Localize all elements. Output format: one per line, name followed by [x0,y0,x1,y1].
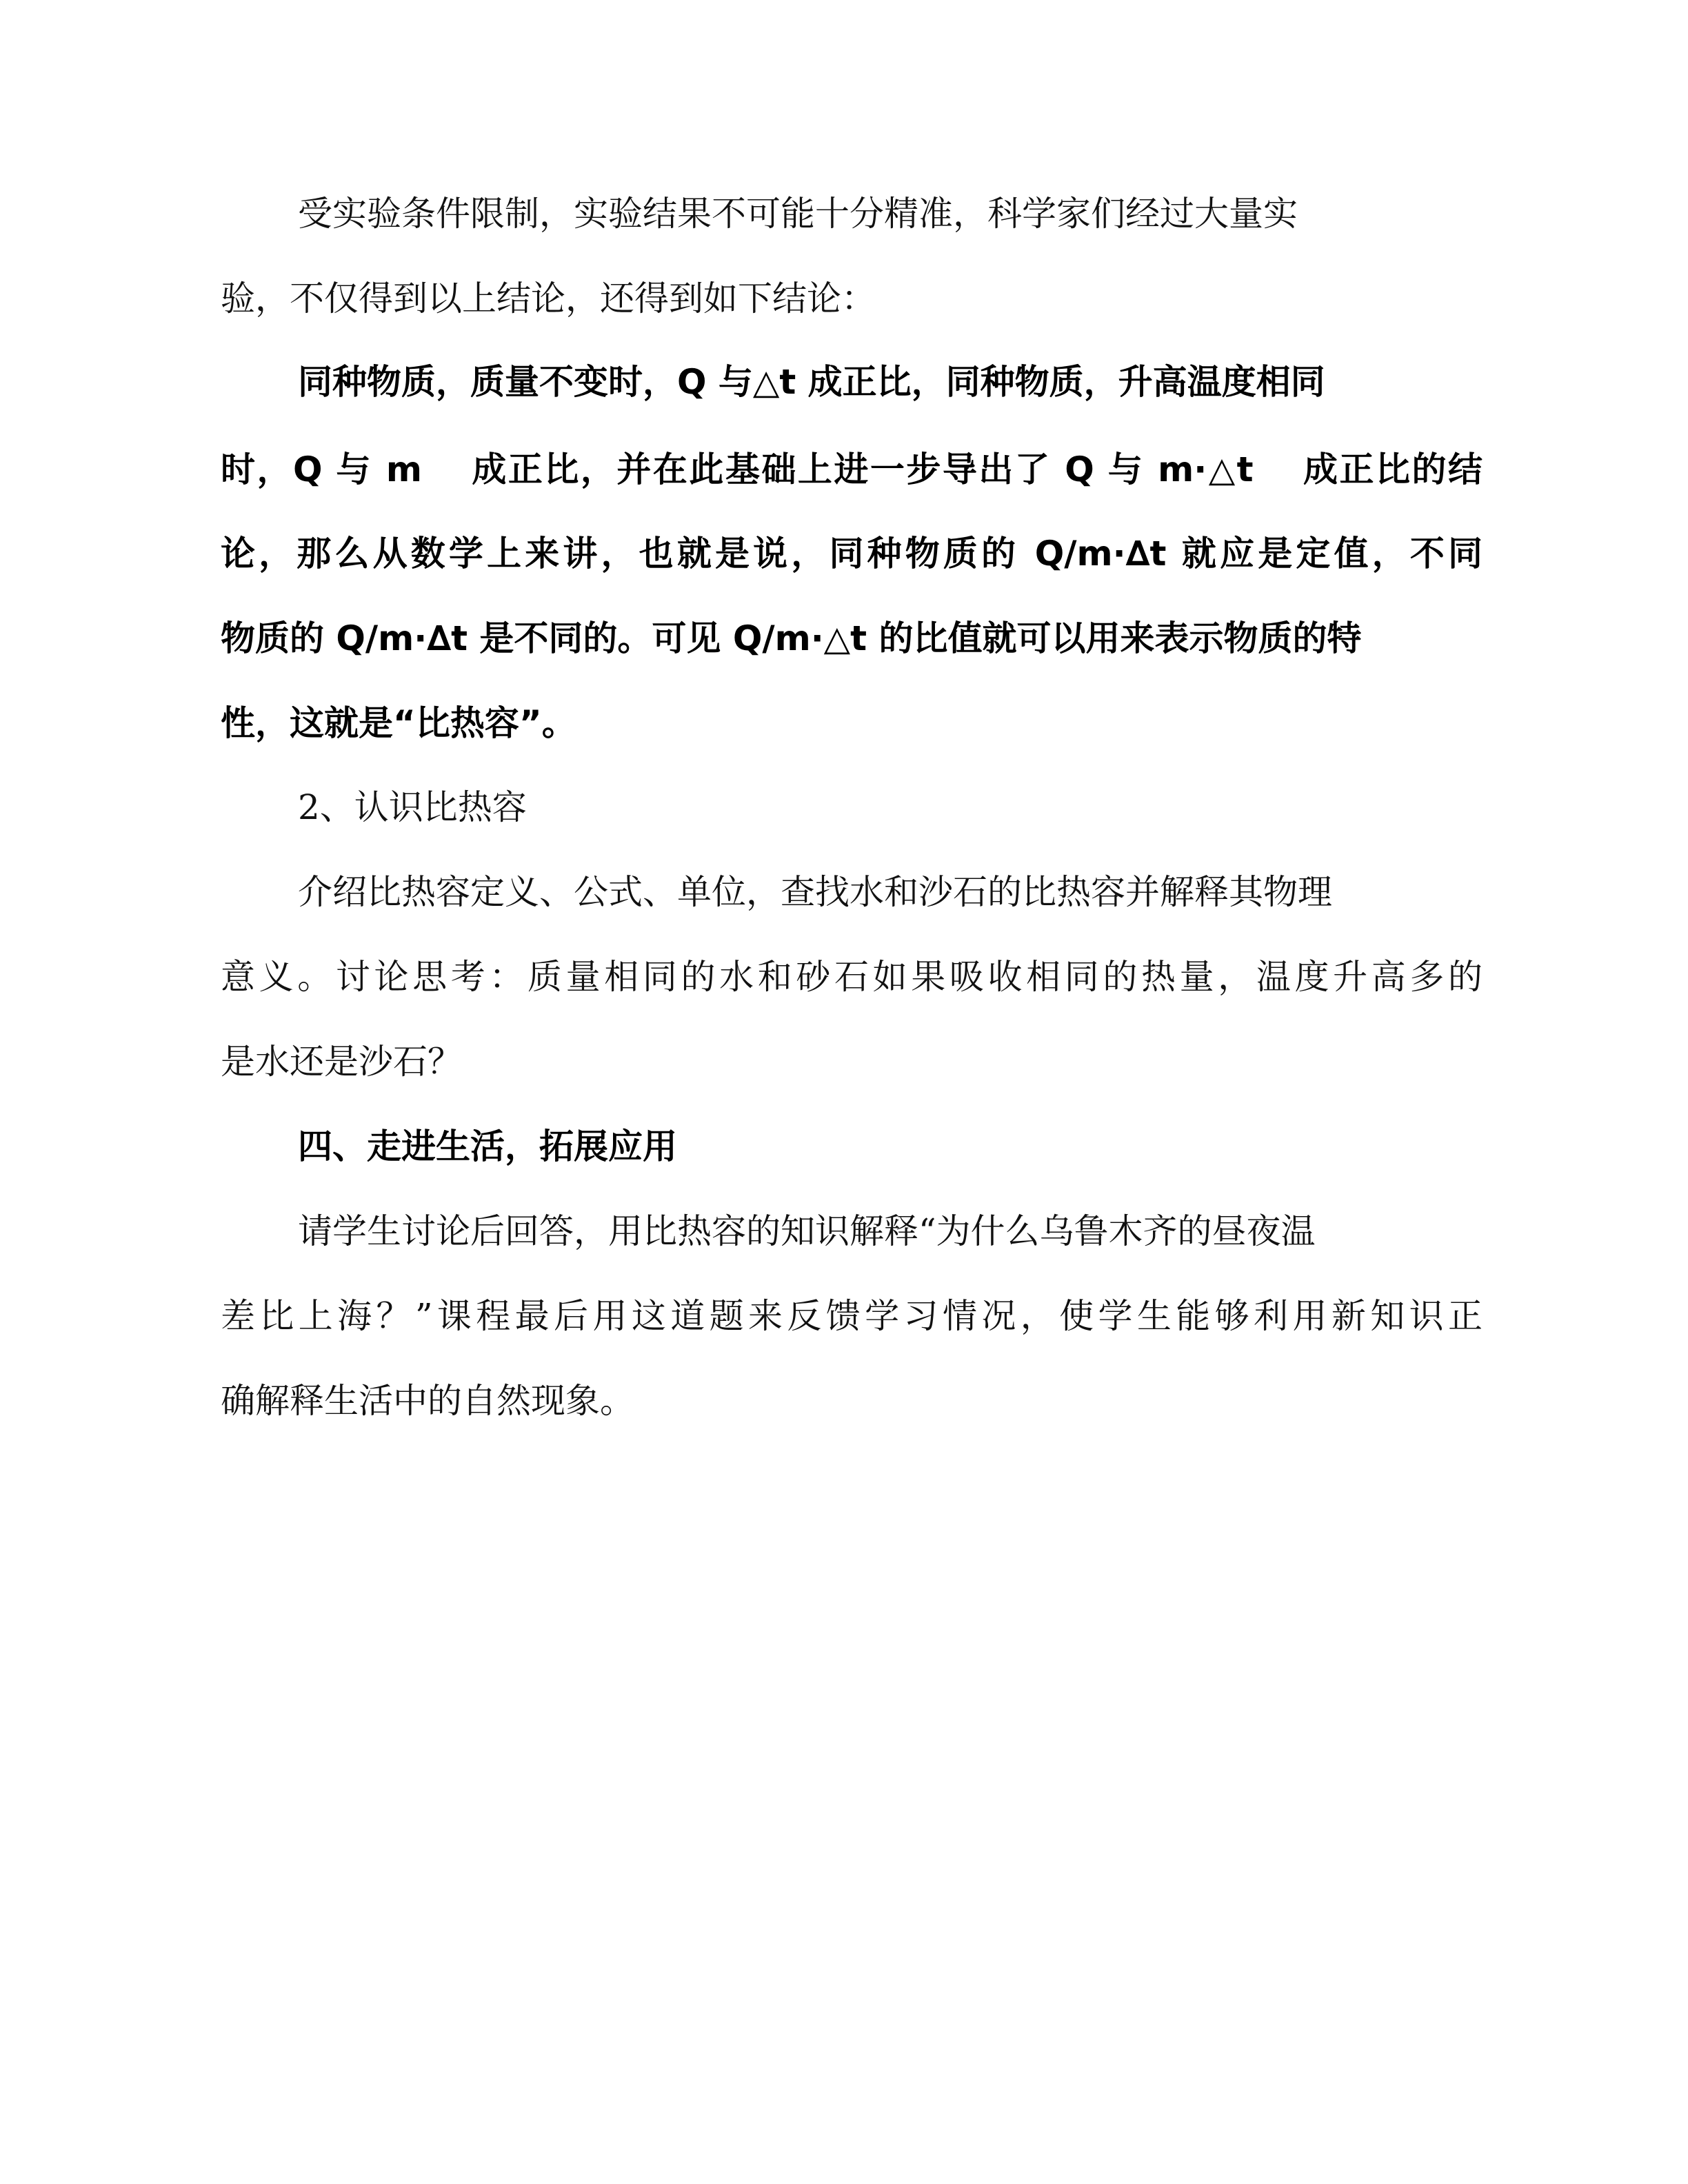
section-heading: 四、走进生活，拓展应用 [298,1126,677,1166]
bold-text-line: 同种物质，质量不变时，Q 与△t 成正比，同种物质，升高温度相同 [298,362,1325,402]
body-text-line: 是水还是沙石？ [221,1042,462,1082]
bold-text-line: 物质的 Q/m·∆t 是不同的。可见 Q/m·△t 的比值就可以用来表示物质的特 [221,618,1362,658]
body-text-line: 介绍比热容定义、公式、单位，查找水和沙石的比热容并解释其物理 [298,872,1332,912]
body-text-line: 确解释生活中的自然现象。 [221,1381,634,1421]
body-text-line: 验，不仅得到以上结论，还得到如下结论： [221,279,876,318]
body-text-line: 受实验条件限制，实验结果不可能十分精准，科学家们经过大量实 [298,194,1298,234]
body-text-line: 请学生讨论后回答，用比热容的知识解释“为什么乌鲁木齐的昼夜温 [298,1211,1316,1251]
body-text-line: 意义。讨论思考：质量相同的水和砂石如果吸收相同的热量，温度升高多的 [221,957,1483,997]
body-text-line: 差比上海？”课程最后用这道题来反馈学习情况，使学生能够利用新知识正 [221,1296,1483,1336]
bold-text-line: 时，Q 与 m 成正比，并在此基础上进一步导出了 Q 与 m·△t 成正比的结 [221,449,1483,489]
bold-text-line: 性，这就是“比热容”。 [221,703,576,743]
bold-text-line: 论，那么从数学上来讲，也就是说，同种物质的 Q/m·∆t 就应是定值，不同 [221,534,1483,574]
section-heading: 2、认识比热容 [298,787,527,827]
